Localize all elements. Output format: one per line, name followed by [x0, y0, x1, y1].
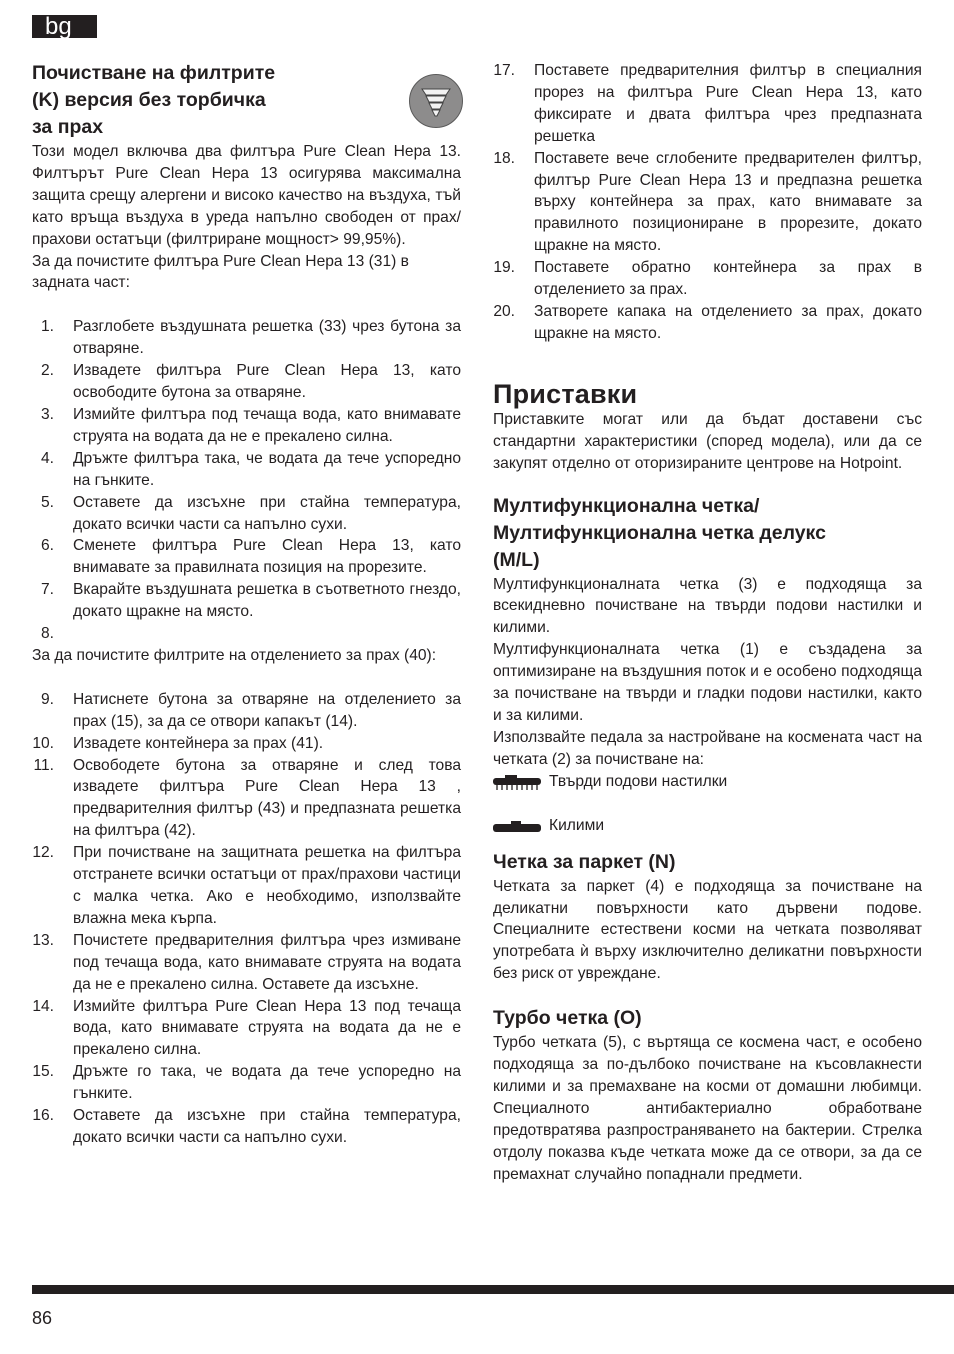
list-item: 14. Измийте филтъра Pure Clean Hepa 13 под течаща вода, като внимавате струята на водата да не е прекалено силна.	[32, 997, 461, 1059]
list-item: 4. Дръжте филтъра така, че водата да тече успоредно на гънките.	[40, 449, 461, 489]
list-item: 9. Натиснете бутона за отваряне на отделението за прах (15), за да се отвори капакът (14).	[40, 690, 461, 730]
list-item: 11. Освободете бутона за отваряне и след това извадете филтъра Pure Clean Hepa 13 , предварителния филтър (43) и предпазната решетка на филтъра (42).	[33, 756, 461, 840]
dust-filter-steps	[32, 689, 461, 1149]
reassembly-steps	[493, 60, 922, 345]
list-item: 13. Почистете предварителния филтъра чрез измиване под течаща вода, като внимавате струята на водата да не е прекалено силна. Оставете да изсъхне.	[32, 931, 461, 993]
list-item: 10. Извадете контейнера за прах (41).	[32, 734, 324, 752]
list-item: 7. Вкарайте въздушната решетка в съответното гнездо, докато щракне на място.	[40, 581, 461, 621]
list-item: 6. Сменете филтъра Pure Clean Hepa 13, като внимавате за правилната позиция на прорезите.	[40, 537, 461, 577]
filter-cleaning-heading: Почистване на филтрите (K) версия без торбичка за прах	[32, 62, 276, 138]
parquet-brush-heading: Четка за паркет (N)	[493, 850, 676, 873]
list-item: 12. При почистване на защитната решетка на филтъра отстранете всички остатъци от прах/прахови частици с малка четка. Ако е необходимо, използвайте влажна мека кърпа.	[32, 844, 461, 927]
turbo-brush-heading: Турбо четка (O)	[493, 1007, 642, 1030]
filter-intro-text: Този модел включва два филтъра Pure Clean Hepa 13. Филтърът Pure Clean Hepa 13 осигурява максимална защита срещу алергени и високо качество на въздуха, тъй като връща въздуха в уреда напълно свободен от прах/прахови остатъци (филтриране мощност> 99,95%).	[32, 143, 461, 248]
multifunction-brush-heading: Мултифункционална четка/ Мултифункционална четка делукс (M/L)	[493, 494, 826, 571]
list-item: 15. Дръжте го така, че водата да тече успоредно на гънките.	[32, 1063, 461, 1103]
list-item: 3. Измийте филтъра под течаща вода, като внимавате струята на водата да не е прекалено силна.	[40, 405, 461, 445]
brush-bristles-down-icon	[493, 772, 541, 792]
list-item: 1. Разглобете въздушната решетка (33) чрез бутона за отваряне.	[40, 318, 461, 358]
list-item: 2. Извадете филтъра Pure Clean Hepa 13, като освободите бутона за отваряне.	[40, 362, 461, 402]
filter-cleaning-section-header	[32, 60, 461, 141]
list-item: 19. Поставете обратно контейнера за прах в отделението за прах.	[493, 259, 922, 299]
dust-filter-intro: За да почистите филтрите на отделението за прах (40):	[32, 646, 437, 664]
brush-bristles-up-icon	[493, 816, 541, 836]
hard-floor-setting: Твърди подови настилки	[493, 771, 922, 793]
attachments-title: Приставки	[493, 378, 638, 409]
list-item: 8.	[40, 625, 54, 643]
multifunction-text-1: Мултифункционалната четка (3) е подходяща за всекидневно почистване на твърди подови настилки и килими.	[493, 575, 922, 637]
rear-filter-steps	[32, 316, 461, 645]
multifunction-text-3: Използвайте педала за настройване на космената част на четката (2) за почистване на:	[493, 728, 922, 768]
left-column	[32, 60, 461, 1149]
list-item: 17. Поставете предварителния филтър в специалния прорез на филтъра Pure Clean Hepa 13, като фиксирате и двата филтъра чрез предпазната решетка	[493, 62, 922, 145]
rear-filter-intro: За да почистите филтъра Pure Clean Hepa 13 (31) в задната част:	[32, 252, 409, 292]
list-item: 16. Оставете да изсъхне при стайна температура, докато всички части са напълно сухи.	[32, 1107, 461, 1146]
cyclone-filter-icon	[409, 74, 463, 128]
carpet-setting: Килими	[493, 815, 922, 837]
right-column	[493, 60, 922, 1186]
turbo-brush-text: Турбо четката (5), с въртяща се космена част, е особено подходяща за по-дълбоко почистване на късовлакнести килими и за премахване на косми от домашни любимци. Специалното антибактериално обработване предотвратява разпространяването на бактерии. Стрелка отдолу показва къде четката може да се отвори, за да се премахнат случайно попаднали предмети.	[493, 1034, 922, 1183]
language-tab: bg	[32, 15, 97, 38]
parquet-brush-text: Четката за паркет (4) е подходяща за почистване на деликатни повърхности като дървени подове. Специалните естествени косми на четката позволяват употребата ѝ върху изключително деликатни повърхности без риск от увреждане.	[493, 877, 922, 983]
list-item: 20. Затворете капака на отделението за прах, докато щракне на място.	[493, 302, 922, 342]
multifunction-text-2: Мултифункционалната четка (1) е създадена за оптимизиране на въздушния поток и е особено подходяща за почистване на твърди и гладки подови настилки, както и за килими.	[493, 641, 922, 724]
page-number: 86	[32, 1308, 53, 1328]
footer-rule	[32, 1285, 954, 1294]
attachments-text: Приставките могат или да бъдат доставени със стандартни характеристики (според модела), или да се закупят отделно от оторизираните центрове на Hotpoint.	[493, 410, 922, 472]
list-item: 5. Оставете да изсъхне при стайна температура, докато всички части са напълно сухи.	[40, 493, 461, 533]
list-item: 18. Поставете вече сглобените предварителен филтър, филтър Pure Clean Hepa 13 и предпазна решетка върху контейнера за прах, като внимавате за правилното позициониране в прорезите, докато щракне на място.	[493, 149, 922, 255]
